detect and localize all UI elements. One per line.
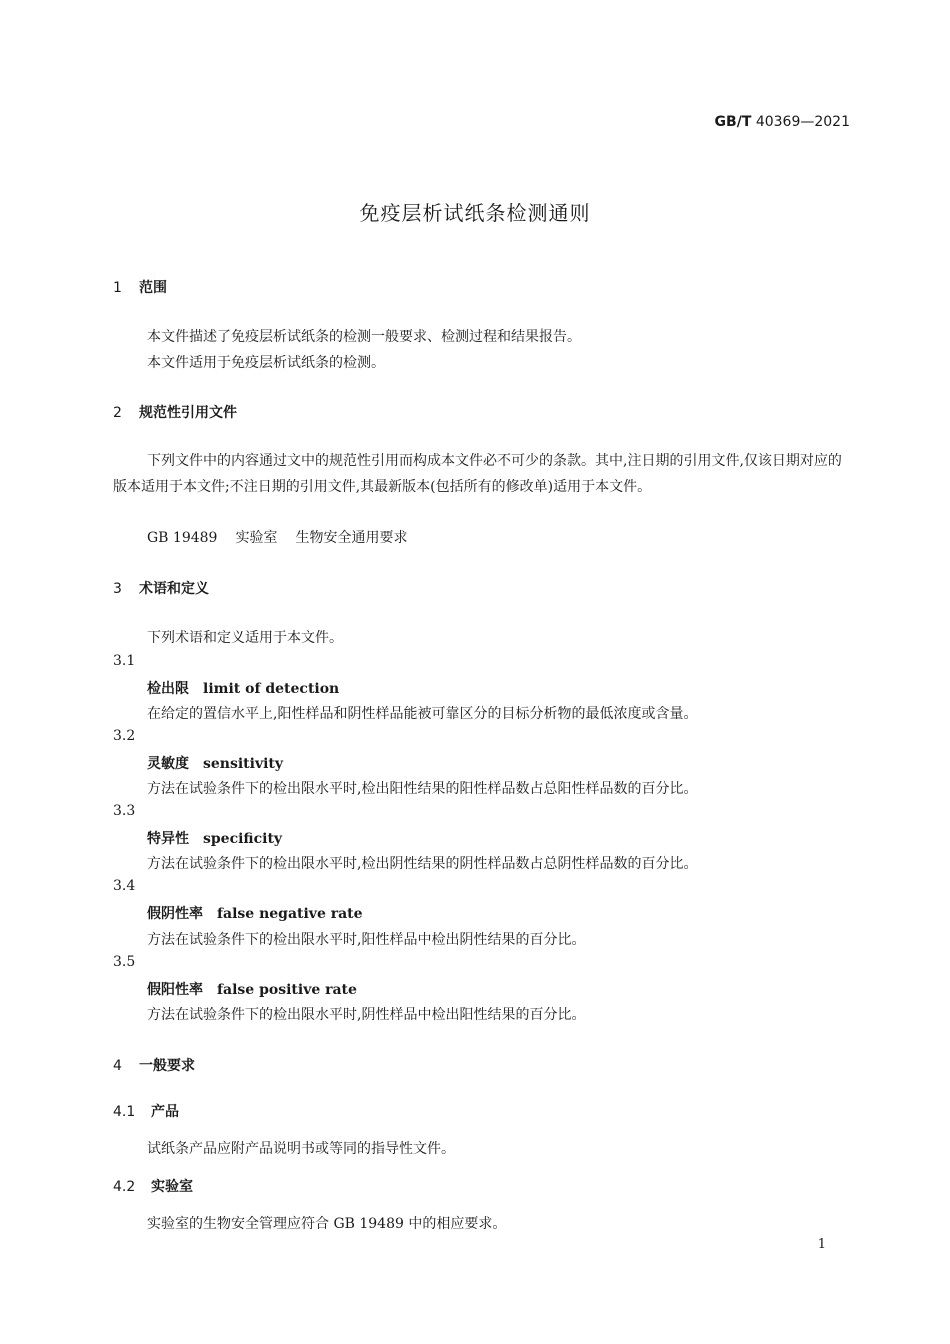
section-3-intro: 下列术语和定义适用于本文件。 bbox=[147, 630, 343, 646]
section-4-1-paragraph: 试纸条产品应附产品说明书或等同的指导性文件。 bbox=[147, 1141, 455, 1157]
page-number: 1 bbox=[817, 1237, 826, 1252]
term-3-5-definition: 方法在试验条件下的检出限水平时,阴性样品中检出阳性结果的百分比。 bbox=[147, 1007, 586, 1023]
section-1-heading: 1 范围 bbox=[113, 280, 167, 296]
term-3-3-number: 3.3 bbox=[113, 803, 136, 819]
section-4-heading: 4 一般要求 bbox=[113, 1058, 195, 1074]
term-3-1-number: 3.1 bbox=[113, 653, 136, 669]
section-4-1-heading: 4.1 产品 bbox=[113, 1104, 179, 1120]
section-4-2-heading: 4.2 实验室 bbox=[113, 1179, 193, 1195]
section-4-2-paragraph: 实验室的生物安全管理应符合 GB 19489 中的相应要求。 bbox=[147, 1216, 507, 1232]
term-3-3-name: 特异性 specificity bbox=[147, 831, 283, 847]
term-3-5-number: 3.5 bbox=[113, 954, 136, 970]
term-3-5-name: 假阳性率 false positive rate bbox=[147, 982, 357, 998]
term-3-4-definition: 方法在试验条件下的检出限水平时,阳性样品中检出阴性结果的百分比。 bbox=[147, 932, 586, 948]
term-3-4-name: 假阴性率 false negative rate bbox=[147, 906, 363, 922]
normative-reference: GB 19489 实验室 生物安全通用要求 bbox=[147, 530, 408, 546]
term-3-1-name: 检出限 limit of detection bbox=[147, 681, 340, 697]
section-2-heading: 2 规范性引用文件 bbox=[113, 405, 237, 421]
section-1-paragraph-2: 本文件适用于免疫层析试纸条的检测。 bbox=[147, 355, 385, 371]
term-3-3-definition: 方法在试验条件下的检出限水平时,检出阴性结果的阴性样品数占总阴性样品数的百分比。 bbox=[147, 856, 698, 872]
section-3-heading: 3 术语和定义 bbox=[113, 581, 209, 597]
term-3-2-name: 灵敏度 sensitivity bbox=[147, 756, 284, 772]
term-3-2-number: 3.2 bbox=[113, 728, 136, 744]
term-3-4-number: 3.4 bbox=[113, 878, 136, 894]
standard-code: GB/T 40369—2021 bbox=[714, 114, 850, 130]
term-3-2-definition: 方法在试验条件下的检出限水平时,检出阳性结果的阳性样品数占总阳性样品数的百分比。 bbox=[147, 781, 698, 797]
term-3-1-definition: 在给定的置信水平上,阳性样品和阴性样品能被可靠区分的目标分析物的最低浓度或含量。 bbox=[147, 706, 698, 722]
section-2-paragraph: 下列文件中的内容通过文中的规范性引用而构成本文件必不可少的条款。其中,注日期的引用文件,仅该日期对应的版本适用于本文件;不注日期的引用文件,其最新版本(包括所有的修改单)适用于本文件。 bbox=[113, 453, 842, 495]
section-1-paragraph-1: 本文件描述了免疫层析试纸条的检测一般要求、检测过程和结果报告。 bbox=[147, 329, 581, 345]
document-title: 免疫层析试纸条检测通则 bbox=[359, 201, 591, 225]
